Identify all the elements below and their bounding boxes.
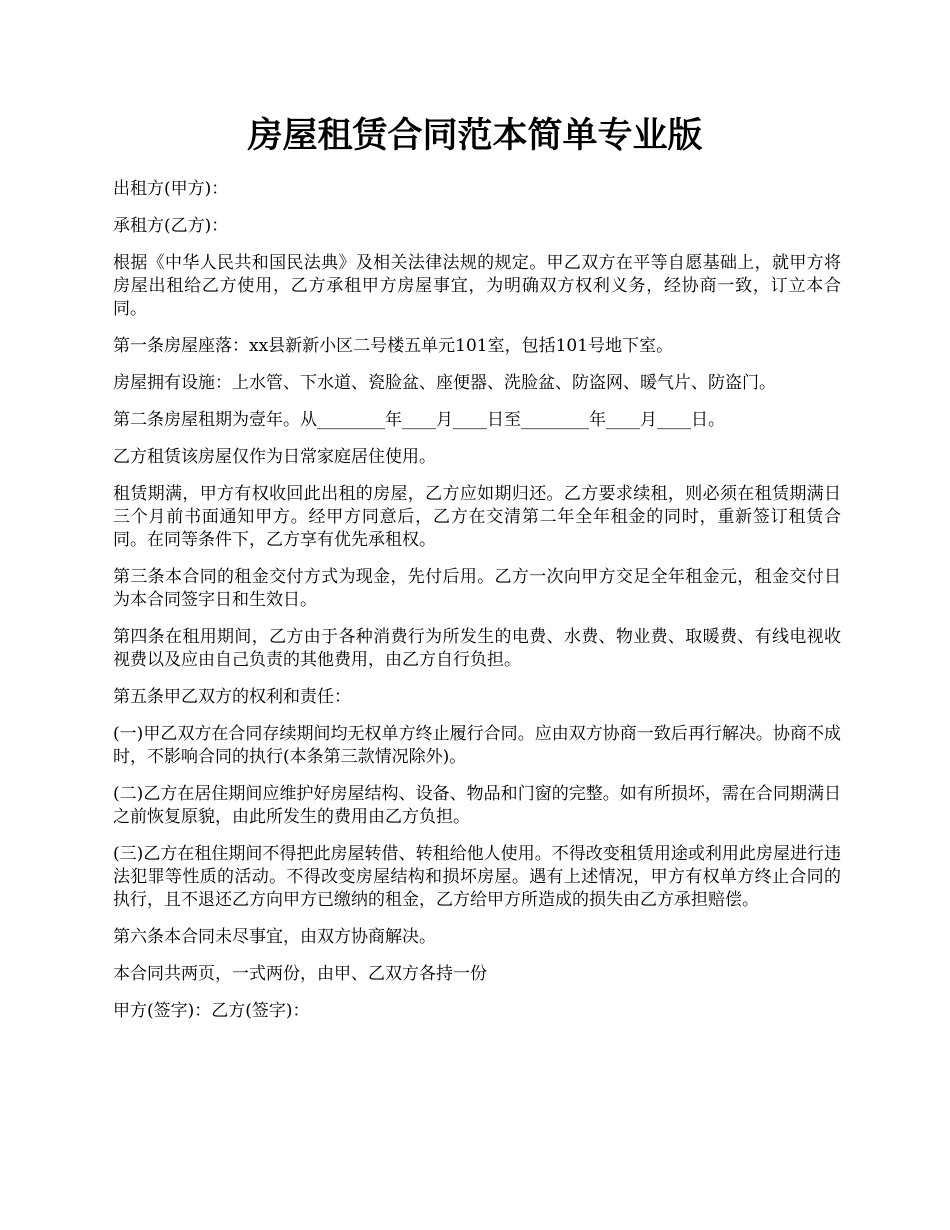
paragraph-article-4-expenses: 第四条在租用期间，乙方由于各种消费行为所发生的电费、水费、物业费、取暖费、有线电视收视费以及应由自己负责的其他费用，由乙方自行负担。 [113,627,841,670]
paragraph-article-2-term: 第二条房屋租期为壹年。从________年____月____日至________年____月____日。 [113,410,725,430]
paragraph-article-6: 第六条本合同未尽事宜，由双方协商解决。 [113,927,436,947]
paragraph-facilities: 房屋拥有设施：上水管、下水道、瓷脸盆、座便器、洗脸盆、防盗网、暖气片、防盗门。 [113,373,776,393]
paragraph-clause-3: (三)乙方在租住期间不得把此房屋转借、转租给他人使用。不得改变租赁用途或利用此房屋进行违法犯罪等性质的活动。不得改变房屋结构和损坏房屋。遇有上述情况，甲方有权单方终止合同的执行，且不退还乙方向甲方已缴纳的租金，乙方给甲方所造成的损失由乙方承担赔偿。 [113,844,841,910]
paragraph-clause-1: (一)甲乙双方在合同存续期间均无权单方终止履行合同。应由双方协商一致后再行解决。协商不成时，不影响合同的执行(本条第三款情况除外)。 [113,724,841,767]
paragraph-preamble: 根据《中华人民共和国民法典》及相关法律法规的规定。甲乙双方在平等自愿基础上，就甲方将房屋出租给乙方使用，乙方承租甲方房屋事宜，为明确双方权利义务，经协商一致，订立本合同。 [113,253,841,319]
paragraph-renewal: 租赁期满，甲方有权收回此出租的房屋，乙方应如期归还。乙方要求续租，则必须在租赁期满日三个月前书面通知甲方。经甲方同意后，乙方在交清第二年全年租金的同时，重新签订租赁合同。在同等条件下，乙方享有优先承租权。 [113,484,841,550]
paragraph-article-5-heading: 第五条甲乙双方的权利和责任： [113,687,351,707]
paragraph-usage: 乙方租赁该房屋仅作为日常家庭居住使用。 [113,447,436,467]
paragraph-lessee: 承租方(乙方)： [113,216,229,236]
document-body [113,178,841,1037]
paragraph-article-3-payment: 第三条本合同的租金交付方式为现金，先付后用。乙方一次向甲方交足全年租金元，租金交付日为本合同签字日和生效日。 [113,567,841,610]
paragraph-article-1-location: 第一条房屋座落：xx县新新小区二号楼五单元101室，包括101号地下室。 [113,336,674,356]
document-title: 房屋租赁合同范本简单专业版 [247,115,703,156]
paragraph-lessor: 出租方(甲方)： [113,179,229,199]
paragraph-copies: 本合同共两页，一式两份，由甲、乙双方各持一份 [113,964,487,984]
paragraph-signatures: 甲方(签字)：乙方(签字)： [113,1001,310,1021]
paragraph-clause-2: (二)乙方在居住期间应维护好房屋结构、设备、物品和门窗的完整。如有所损坏，需在合同期满日之前恢复原貌，由此所发生的费用由乙方负担。 [113,784,841,827]
